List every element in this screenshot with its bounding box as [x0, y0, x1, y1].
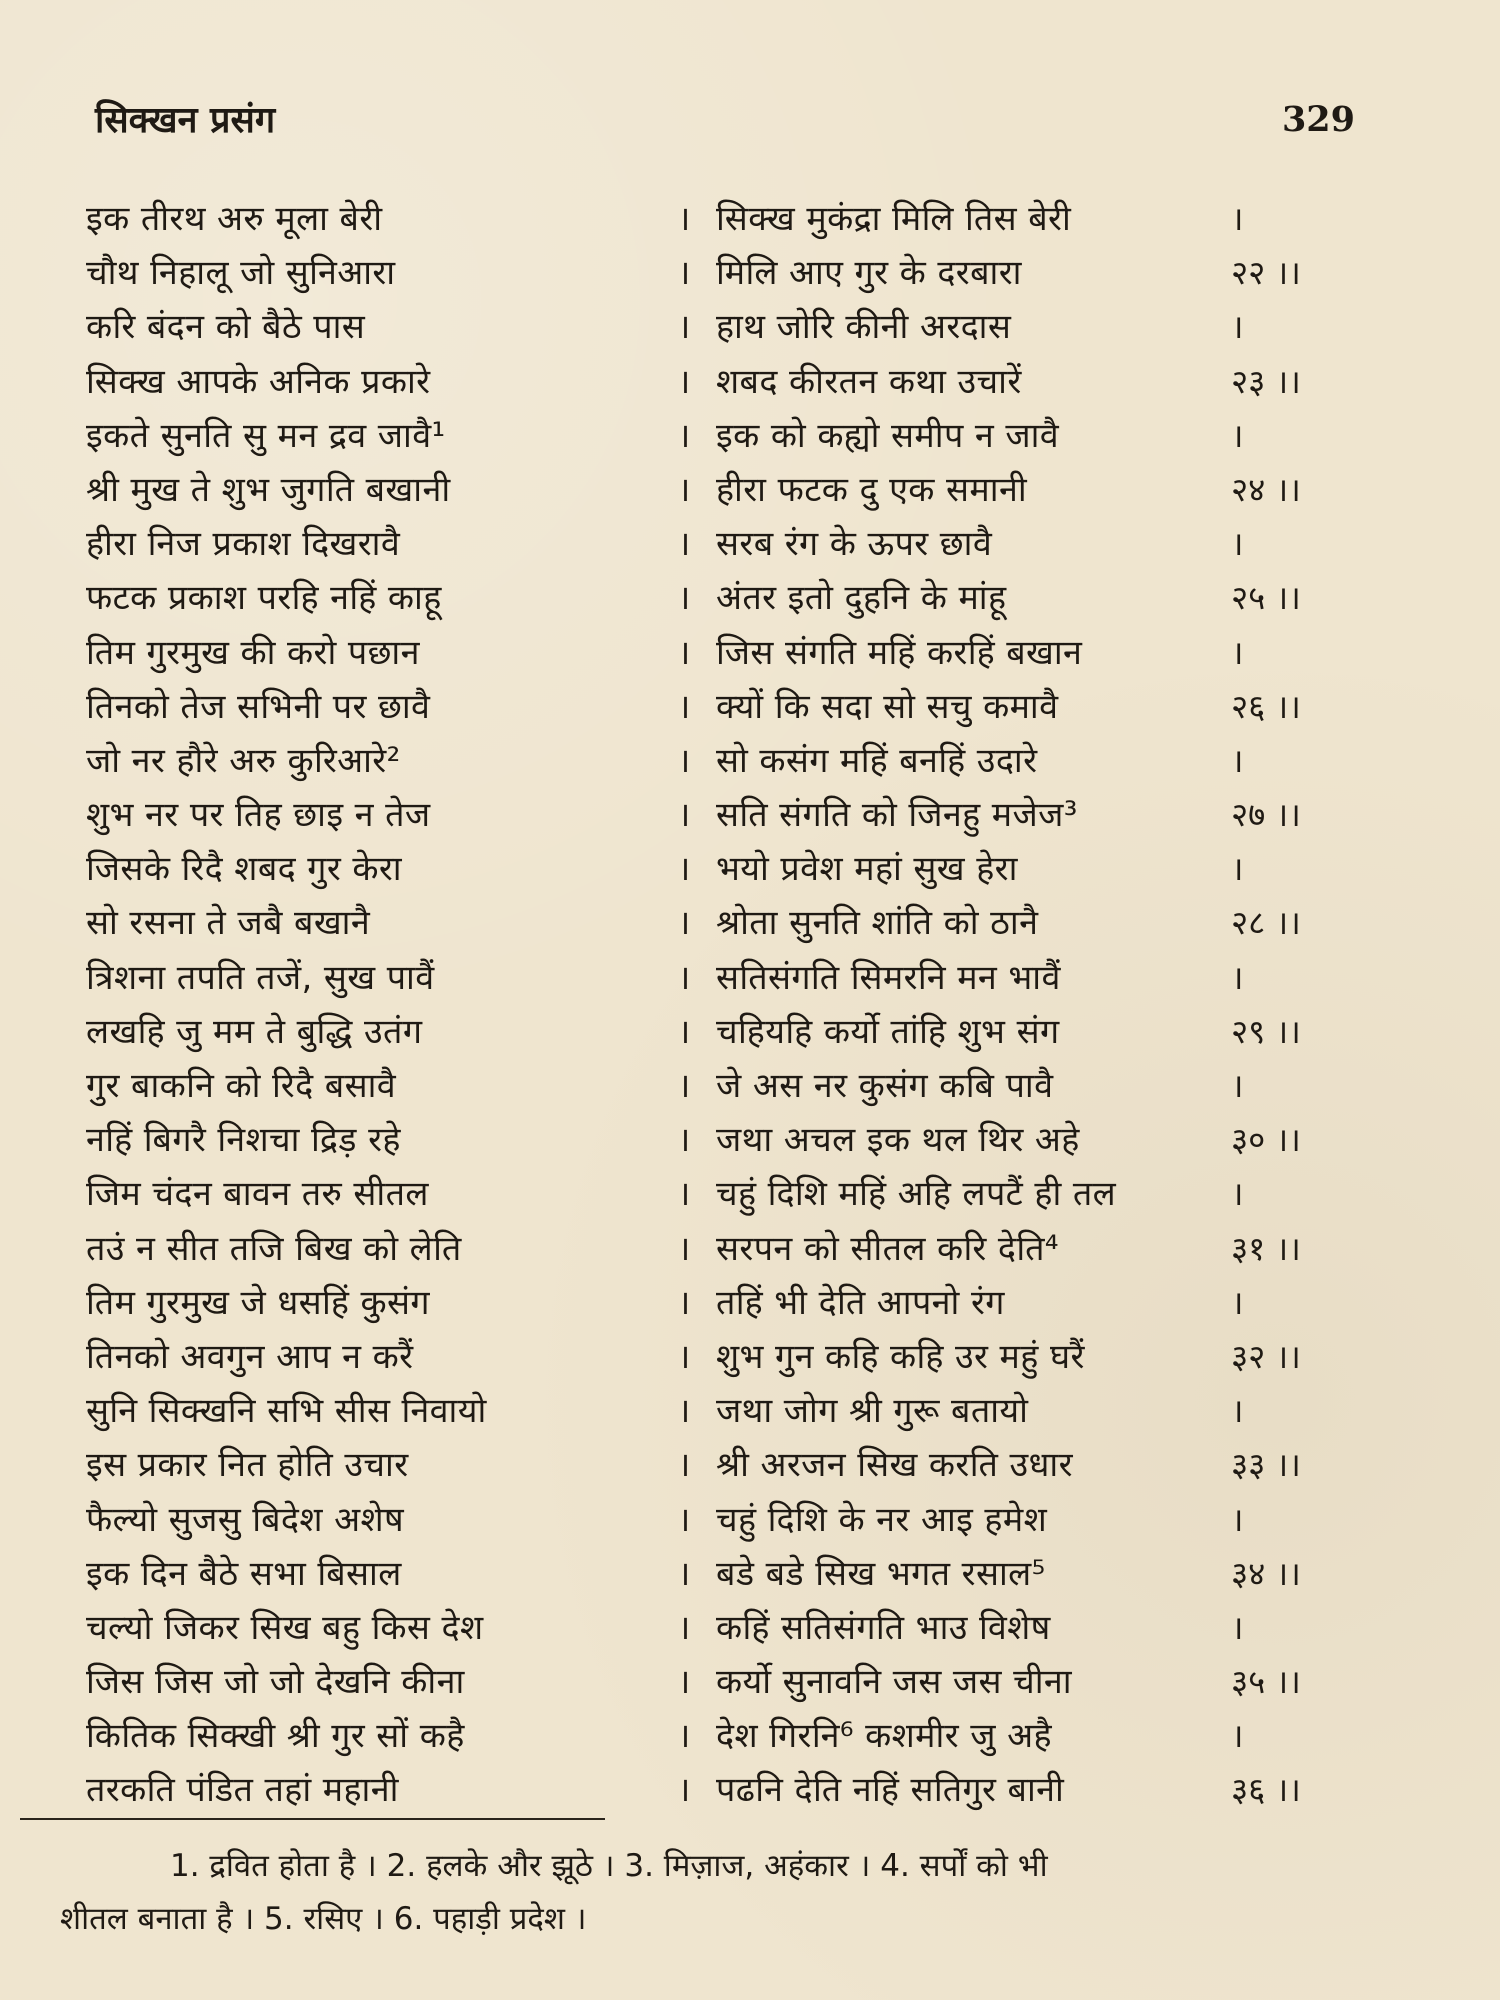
- verse-separator: ।: [677, 1607, 691, 1648]
- verse-separator: ।: [677, 524, 691, 565]
- verse-right-half: सरपन को सीतल करि देति⁴: [716, 1228, 1059, 1269]
- verse-separator: ।: [677, 361, 691, 402]
- verse-right-half: चहुं दिशि के नर आइ हमेश: [716, 1499, 1048, 1540]
- verse-right-half: कर्यो सुनावनि जस जस चीना: [716, 1662, 1073, 1703]
- verse-left-half: जिम चंदन बावन तरु सीतल: [86, 1174, 429, 1215]
- verse-right-half: शुभ गुन कहि कहि उर महुं घरैं: [716, 1336, 1085, 1377]
- verse-separator: ।: [677, 199, 691, 239]
- verse-right-half: कहिं सतिसंगति भाउ विशेष: [716, 1607, 1051, 1648]
- verse-separator: ।: [677, 1282, 691, 1323]
- verse-left-half: चल्यो जिकर सिख बहु किस देश: [86, 1607, 484, 1648]
- verse-separator: ।: [677, 307, 691, 348]
- verse-row: [86, 1601, 1331, 1655]
- verse-end-mark: ।: [1231, 632, 1244, 672]
- verse-right-half: तहिं भी देति आपनो रंग: [716, 1282, 1005, 1323]
- verse-row: [86, 1547, 1331, 1601]
- verse-number: २४ ।।: [1231, 469, 1301, 509]
- verse-end-mark: ।: [1231, 199, 1244, 238]
- verse-left-half: इकते सुनति सु मन द्रव जावै¹: [86, 415, 446, 456]
- verse-row: [86, 1167, 1331, 1221]
- verse-end-mark: ।: [1231, 415, 1244, 455]
- verse-left-half: तउं न सीत तजि बिख को लेति: [86, 1228, 462, 1269]
- verse-left-half: करि बंदन को बैठे पास: [86, 307, 366, 348]
- verse-end-mark: ।: [1231, 307, 1244, 347]
- verse-separator: ।: [677, 578, 691, 619]
- verse-end-mark: ।: [1231, 1282, 1244, 1322]
- verse-left-half: शुभ नर पर तिह छाइ न तेज: [86, 795, 431, 836]
- verse-left-half: तरकति पंडित तहां महानी: [86, 1770, 399, 1811]
- verse-right-half: इक को कह्यो समीप न जावै: [716, 415, 1060, 456]
- verse-end-mark: ।: [1231, 957, 1244, 997]
- verse-separator: ।: [677, 632, 691, 673]
- footnotes: [60, 1840, 1415, 1946]
- verse-number: २६ ।।: [1231, 686, 1301, 726]
- verse-left-half: जिस जिस जो जो देखनि कीना: [86, 1662, 465, 1703]
- verse-separator: ।: [677, 957, 691, 998]
- verse-left-half: फटक प्रकाश परहि नहिं काहू: [86, 578, 442, 619]
- verse-separator: ।: [677, 849, 691, 890]
- verse-left-half: इस प्रकार नित होति उचार: [86, 1445, 409, 1486]
- footnote-line: शीतल बनाता है । 5. रसिए । 6. पहाड़ी प्रदेश ।: [60, 1901, 587, 1937]
- verse-row: [86, 1005, 1331, 1059]
- verse-number: ३६ ।।: [1231, 1770, 1301, 1810]
- verse-row: [86, 409, 1331, 463]
- verse-left-half: तिम गुरमुख की करो पछान: [86, 632, 420, 673]
- verse-separator: ।: [677, 1066, 691, 1106]
- verse-row: [86, 1709, 1331, 1763]
- verse-end-mark: ।: [1231, 849, 1244, 889]
- page-header-title: सिक्खन प्रसंग: [95, 100, 276, 141]
- verse-right-half: सति संगति को जिनहु मजेज³: [716, 795, 1078, 836]
- verse-right-half: शबद कीरतन कथा उचारें: [716, 361, 1022, 402]
- verse-right-half: अंतर इतो दुहनि के मांहू: [716, 578, 1007, 619]
- verse-left-half: कितिक सिक्खी श्री गुर सों कहै: [86, 1716, 465, 1757]
- verse-end-mark: ।: [1231, 1607, 1244, 1647]
- verse-separator: ।: [677, 1228, 691, 1269]
- verse-right-half: क्यों कि सदा सो सचु कमावै: [716, 686, 1059, 727]
- verse-end-mark: ।: [1231, 524, 1244, 564]
- verse-row: [86, 1438, 1331, 1492]
- verse-left-half: श्री मुख ते शुभ जुगति बखानी: [86, 469, 451, 510]
- verse-left-half: हीरा निज प्रकाश दिखरावै: [86, 524, 401, 565]
- verse-separator: ।: [677, 795, 691, 836]
- verse-separator: ।: [677, 903, 691, 944]
- verse-row: [86, 896, 1331, 950]
- verse-right-half: चहियहि कर्यो तांहि शुभ संग: [716, 1011, 1060, 1052]
- verse-left-half: फैल्यो सुजसु बिदेश अशेष: [86, 1499, 405, 1540]
- verse-left-half: जो नर हौरे अरु कुरिआरे²: [86, 740, 401, 781]
- verse-left-half: गुर बाकनि को रिदै बसावै: [86, 1066, 397, 1106]
- verse-left-half: जिसके रिदै शबद गुर केरा: [86, 849, 402, 890]
- verse-right-half: जथा अचल इक थल थिर अहे: [716, 1120, 1080, 1161]
- verse-list: [86, 192, 1331, 1818]
- verse-left-half: सिक्ख आपके अनिक प्रकारे: [86, 361, 431, 402]
- verse-left-half: लखहि जु मम ते बुद्धि उतंग: [86, 1011, 423, 1052]
- verse-right-half: सिक्ख मुकंद्रा मिलि तिस बेरी: [716, 199, 1072, 239]
- page-number: 329: [1281, 99, 1355, 140]
- verse-right-half: सरब रंग के ऊपर छावै: [716, 524, 993, 565]
- verse-separator: ।: [677, 1011, 691, 1052]
- verse-number: २८ ।।: [1231, 903, 1301, 943]
- verse-row: [86, 680, 1331, 734]
- footnote-divider: [20, 1818, 605, 1820]
- verse-separator: ।: [677, 740, 691, 781]
- verse-number: ३३ ।।: [1231, 1445, 1301, 1485]
- verse-separator: ।: [677, 1499, 691, 1540]
- verse-row: [86, 1113, 1331, 1167]
- verse-right-half: सतिसंगति सिमरनि मन भावैं: [716, 957, 1061, 998]
- verse-left-half: तिनको तेज सभिनी पर छावै: [86, 686, 431, 727]
- verse-row: [86, 1384, 1331, 1438]
- verse-row: [86, 517, 1331, 571]
- verse-right-half: मिलि आए गुर के दरबारा: [716, 253, 1022, 294]
- verse-separator: ।: [677, 253, 691, 294]
- verse-separator: ।: [677, 1336, 691, 1377]
- verse-number: ३१ ।।: [1231, 1228, 1301, 1268]
- verse-right-half: सो कसंग महिं बनहिं उदारे: [716, 740, 1038, 781]
- verse-row: [86, 626, 1331, 680]
- verse-separator: ।: [677, 686, 691, 727]
- verse-separator: ।: [677, 1553, 691, 1594]
- verse-right-half: बडे बडे सिख भगत रसाल⁵: [716, 1553, 1046, 1594]
- verse-right-half: हाथ जोरि कीनी अरदास: [716, 307, 1012, 348]
- verse-separator: ।: [677, 1716, 691, 1757]
- verse-number: ३४ ।।: [1231, 1553, 1301, 1593]
- verse-row: [86, 1763, 1331, 1817]
- verse-end-mark: ।: [1231, 740, 1244, 780]
- verse-row: [86, 1059, 1331, 1113]
- verse-left-half: सुनि सिक्खनि सभि सीस निवायो: [86, 1391, 487, 1432]
- verse-number: २३ ।।: [1231, 361, 1301, 401]
- verse-right-half: देश गिरनि⁶ कशमीर जु अहै: [716, 1716, 1052, 1757]
- verse-separator: ।: [677, 1120, 691, 1161]
- verse-row: [86, 463, 1331, 517]
- verse-right-half: जथा जोग श्री गुरू बतायो: [716, 1391, 1029, 1432]
- verse-row: [86, 571, 1331, 625]
- verse-right-half: श्री अरजन सिख करति उधार: [716, 1445, 1073, 1486]
- verse-row: [86, 951, 1331, 1005]
- verse-right-half: श्रोता सुनति शांति को ठानै: [716, 903, 1039, 944]
- verse-number: ३५ ।।: [1231, 1662, 1301, 1702]
- verse-left-half: सो रसना ते जबै बखानै: [86, 903, 371, 944]
- verse-right-half: भयो प्रवेश महां सुख हेरा: [716, 849, 1018, 890]
- verse-row: [86, 1655, 1331, 1709]
- verse-right-half: हीरा फटक दु एक समानी: [716, 469, 1028, 510]
- verse-left-half: इक तीरथ अरु मूला बेरी: [86, 199, 383, 239]
- verse-end-mark: ।: [1231, 1391, 1244, 1431]
- verse-separator: ।: [677, 1445, 691, 1486]
- verse-right-half: चहुं दिशि महिं अहि लपटैं ही तल: [716, 1174, 1117, 1215]
- verse-end-mark: ।: [1231, 1499, 1244, 1539]
- verse-left-half: नहिं बिगरै निशचा द्रिड़ रहे: [86, 1120, 401, 1161]
- verse-row: [86, 1222, 1331, 1276]
- verse-row: [86, 246, 1331, 300]
- verse-separator: ।: [677, 415, 691, 456]
- verse-separator: ।: [677, 469, 691, 510]
- verse-row: [86, 192, 1331, 246]
- verse-row: [86, 1276, 1331, 1330]
- verse-number: २७ ।।: [1231, 795, 1301, 835]
- verse-row: [86, 1493, 1331, 1547]
- verse-end-mark: ।: [1231, 1066, 1244, 1105]
- verse-row: [86, 842, 1331, 896]
- verse-left-half: तिनको अवगुन आप न करैं: [86, 1336, 414, 1377]
- verse-right-half: जिस संगति महिं करहिं बखान: [716, 632, 1083, 673]
- verse-end-mark: ।: [1231, 1716, 1244, 1756]
- verse-number: २९ ।।: [1231, 1011, 1301, 1051]
- verse-separator: ।: [677, 1391, 691, 1432]
- verse-left-half: इक दिन बैठे सभा बिसाल: [86, 1553, 402, 1594]
- verse-number: २२ ।।: [1231, 253, 1301, 293]
- verse-left-half: तिम गुरमुख जे धसहिं कुसंग: [86, 1282, 430, 1323]
- verse-number: ३० ।।: [1231, 1120, 1301, 1160]
- verse-row: [86, 734, 1331, 788]
- verse-number: ३२ ।।: [1231, 1336, 1301, 1376]
- verse-separator: ।: [677, 1174, 691, 1215]
- verse-right-half: जे अस नर कुसंग कबि पावै: [716, 1066, 1054, 1106]
- verse-left-half: त्रिशना तपति तजें, सुख पावैं: [86, 957, 435, 998]
- verse-row: [86, 1330, 1331, 1384]
- verse-separator: ।: [677, 1662, 691, 1703]
- verse-right-half: पढनि देति नहिं सतिगुर बानी: [716, 1770, 1065, 1811]
- footnote-line: 1. द्रवित होता है । 2. हलके और झूठे । 3. मिज़ाज, अहंकार । 4. सर्पों को भी: [170, 1848, 1048, 1884]
- verse-separator: ।: [677, 1770, 691, 1811]
- verse-row: [86, 788, 1331, 842]
- verse-number: २५ ।।: [1231, 578, 1301, 618]
- verse-row: [86, 300, 1331, 354]
- verse-left-half: चौथ निहालू जो सुनिआरा: [86, 253, 396, 294]
- verse-row: [86, 355, 1331, 409]
- verse-end-mark: ।: [1231, 1174, 1244, 1214]
